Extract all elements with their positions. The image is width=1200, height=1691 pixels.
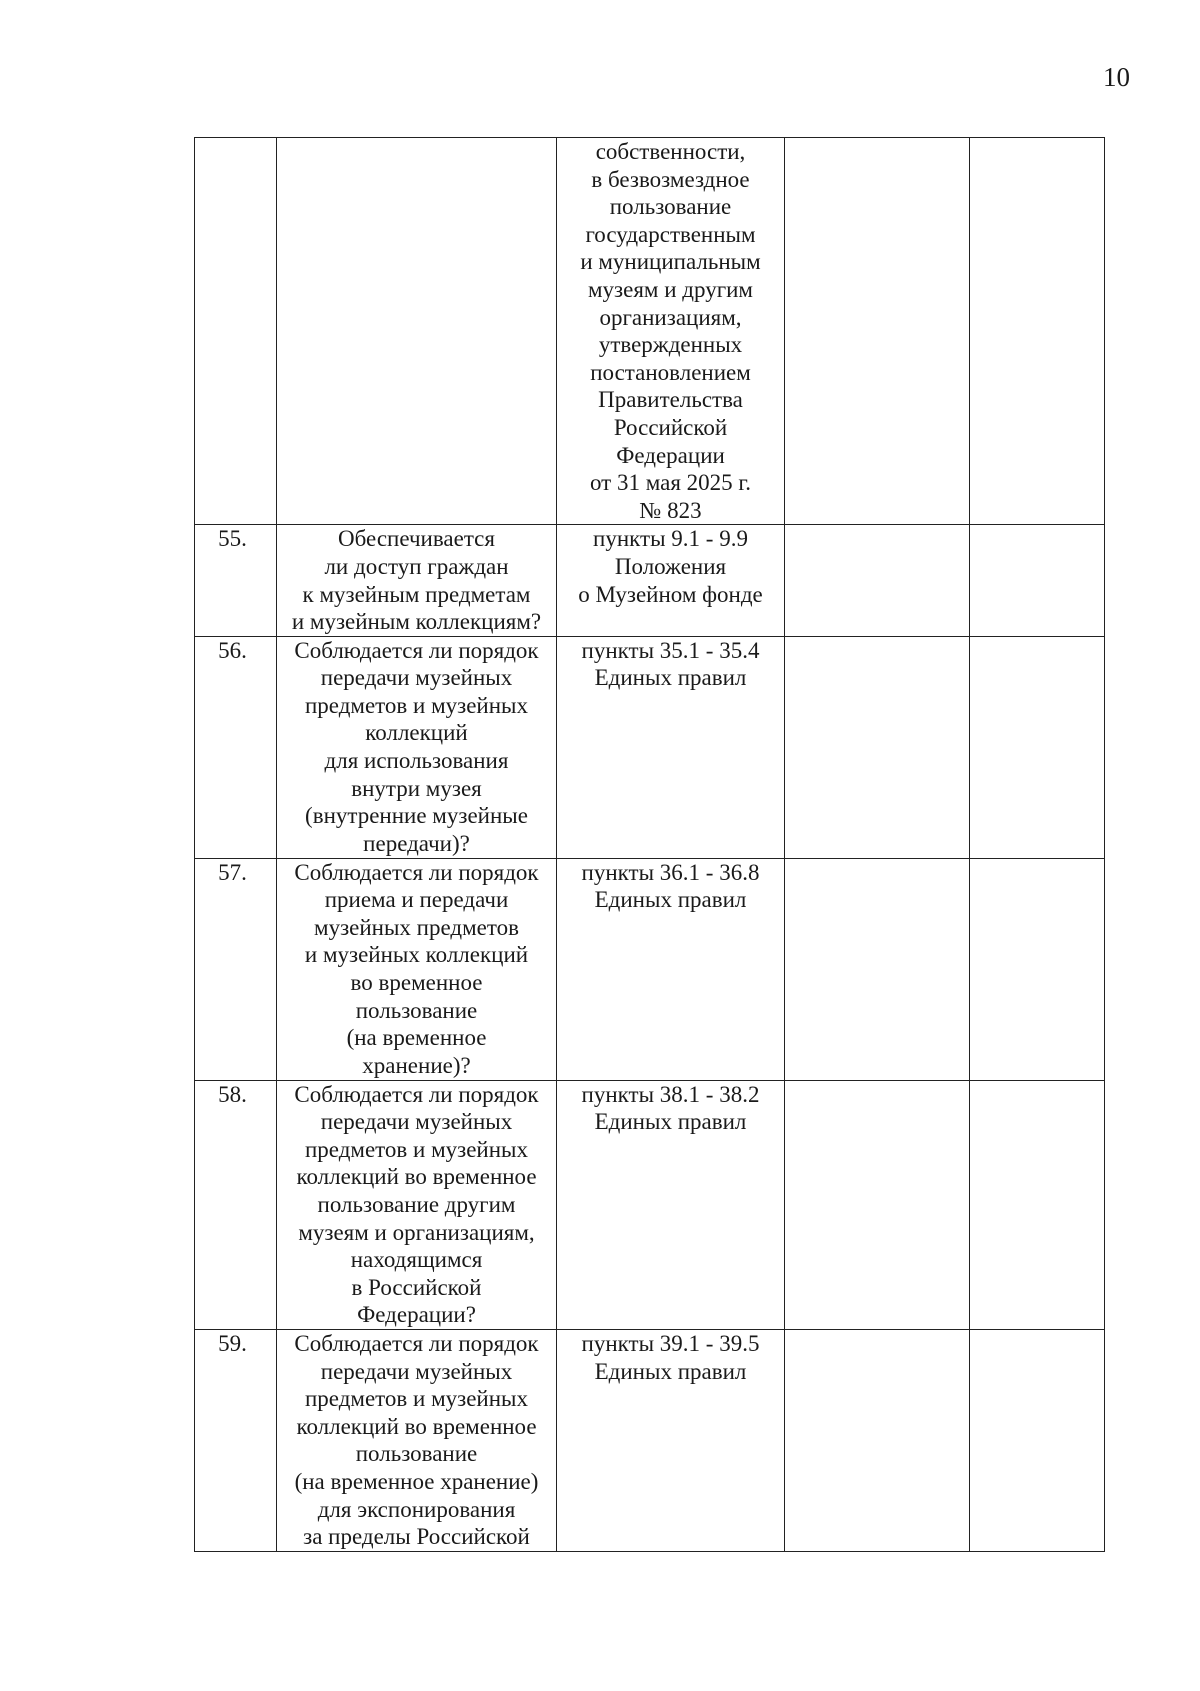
answer-cell — [785, 636, 970, 858]
row-number — [195, 138, 277, 525]
note-cell — [970, 858, 1105, 1080]
note-cell — [970, 1330, 1105, 1552]
legal-reference: пункты 9.1 - 9.9 Положения о Музейном фонде — [557, 525, 785, 636]
answer-cell — [785, 1330, 970, 1552]
table-row — [195, 858, 1105, 1080]
table-row — [195, 1080, 1105, 1329]
table-row — [195, 1330, 1105, 1552]
page-number: 10 — [1103, 62, 1130, 92]
table-row — [195, 636, 1105, 858]
answer-cell — [785, 138, 970, 525]
requirement-question: Соблюдается ли порядок передачи музейных предметов и музейных коллекций во временное пользование (на временное хранение) для экспонирования за пределы Российской — [277, 1330, 557, 1552]
answer-cell — [785, 858, 970, 1080]
row-number: 59. — [195, 1330, 277, 1552]
note-cell — [970, 138, 1105, 525]
legal-reference: пункты 36.1 - 36.8 Единых правил — [557, 858, 785, 1080]
legal-reference: пункты 38.1 - 38.2 Единых правил — [557, 1080, 785, 1329]
note-cell — [970, 636, 1105, 858]
requirement-question: Соблюдается ли порядок передачи музейных предметов и музейных коллекций для использования внутри музея (внутренние музейные передачи)? — [277, 636, 557, 858]
answer-cell — [785, 1080, 970, 1329]
answer-cell — [785, 525, 970, 636]
checklist-table — [194, 137, 1105, 1552]
legal-reference: собственности, в безвозмездное пользование государственным и муниципальным музеям и другим организациям, утвержденных постановлением Правительства Российской Федерации от 31 мая 2025 г. № 823 — [557, 138, 785, 525]
legal-reference: пункты 39.1 - 39.5 Единых правил — [557, 1330, 785, 1552]
table-row — [195, 525, 1105, 636]
table-row — [195, 138, 1105, 525]
note-cell — [970, 1080, 1105, 1329]
requirement-question: Соблюдается ли порядок приема и передачи музейных предметов и музейных коллекций во временное пользование (на временное хранение)? — [277, 858, 557, 1080]
row-number: 56. — [195, 636, 277, 858]
row-number: 55. — [195, 525, 277, 636]
row-number: 57. — [195, 858, 277, 1080]
requirement-question: Соблюдается ли порядок передачи музейных предметов и музейных коллекций во временное пользование другим музеям и организациям, находящимся в Российской Федерации? — [277, 1080, 557, 1329]
note-cell — [970, 525, 1105, 636]
requirement-question — [277, 138, 557, 525]
requirement-question: Обеспечивается ли доступ граждан к музейным предметам и музейным коллекциям? — [277, 525, 557, 636]
legal-reference: пункты 35.1 - 35.4 Единых правил — [557, 636, 785, 858]
row-number: 58. — [195, 1080, 277, 1329]
